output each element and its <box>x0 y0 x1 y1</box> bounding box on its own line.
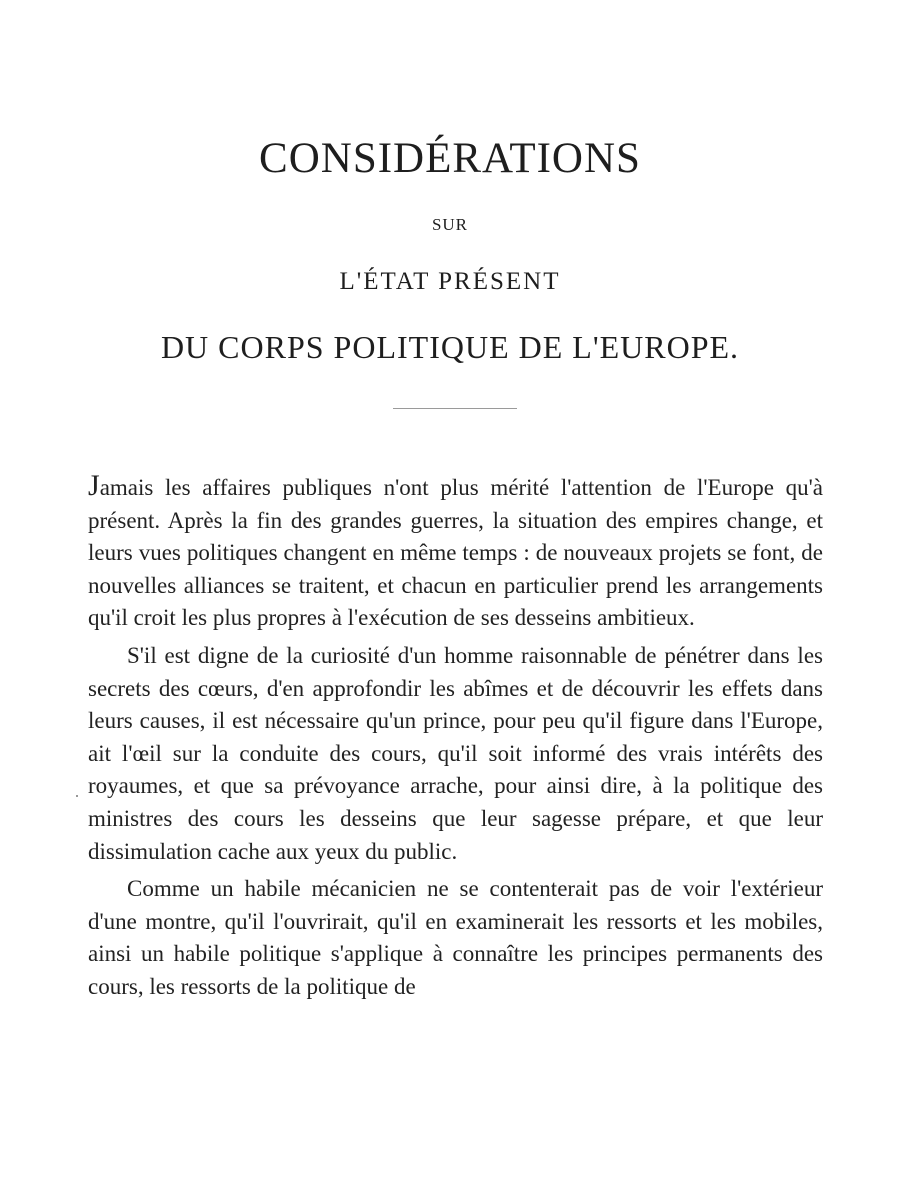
subtitle-line-1: L'ÉTAT PRÉSENT <box>339 268 561 295</box>
initial-letter: J <box>88 469 100 502</box>
section-divider <box>393 408 517 409</box>
title-connector: SUR <box>431 215 469 234</box>
body-text <box>88 469 823 1009</box>
subtitle-line-2: DU CORPS POLITIQUE DE L'EUROPE. <box>160 329 740 365</box>
paragraph-1-text: amais les affaires publiques n'ont plus mérité l'attention de l'Europe qu'à présent. Après la fin des grandes guerres, la situation des empires change, et leurs vues politiques changent en même temps : de nouveaux projets se font, de nouvelles alliances se traitent, et chacun en particulier prend les arrangements qu'il croit les plus propres à l'exécution de ses desseins ambitieux. <box>88 475 823 631</box>
paragraph-1 <box>88 469 823 635</box>
page-title: CONSIDÉRATIONS <box>259 135 641 182</box>
paragraph-3: Comme un habile mécanicien ne se contenterait pas de voir l'extérieur d'une montre, qu'il l'ouvrirait, qu'il en examinerait les ressorts et les mobiles, ainsi un habile politique s'applique à connaître les principes permanents des cours, les ressorts de la politique de <box>88 876 823 999</box>
paragraph-2: S'il est digne de la curiosité d'un homme raisonnable de pénétrer dans les secrets des cœurs, d'en approfondir les abîmes et de découvrir les effets dans leurs causes, il est nécessaire qu'un prince, pour peu qu'il figure dans l'Europe, ait l'œil sur la conduite des cours, qu'il soit informé des vrais intérêts des royaumes, et que sa prévoyance arrache, pour ainsi dire, à la politique des ministres des cours les desseins que leur sagesse prépare, et que leur dissimulation cache aux yeux du public. <box>88 642 823 864</box>
paper-speck <box>76 795 78 797</box>
